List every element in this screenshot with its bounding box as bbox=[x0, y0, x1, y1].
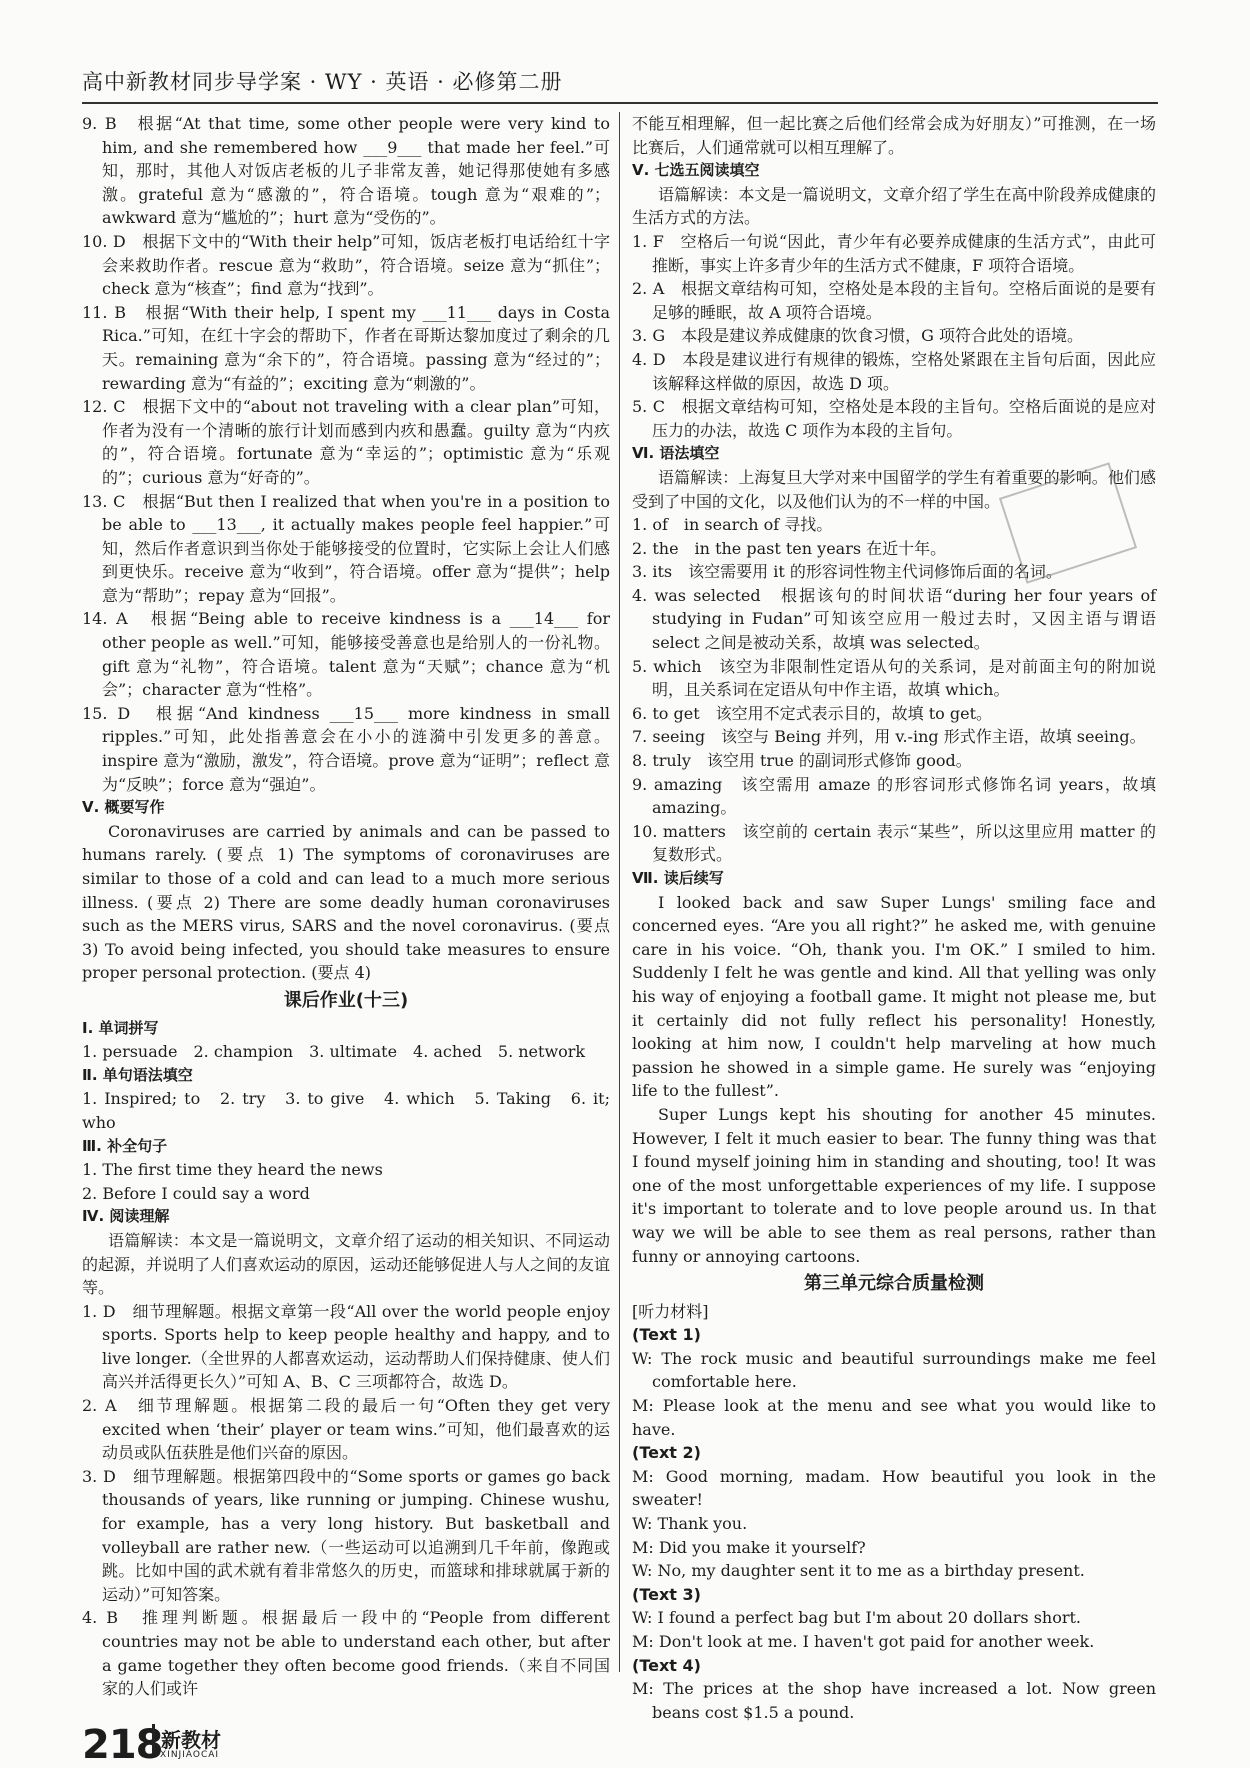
right-paragraph: 不能互相理解，但一起比赛之后他们经常会成为好朋友）”可推测，在一场比赛后，人们通常就可以相互理解了。 bbox=[632, 114, 1156, 157]
right-paragraph: M: Good morning, madam. How beautiful you look in the sweater! bbox=[632, 1466, 1156, 1510]
right-paragraph: 4. D 本段是建议进行有规律的锻炼，空格处紧跟在主旨句后面，因此应该解释这样做的原因，故选 D 项。 bbox=[632, 349, 1156, 393]
right-paragraph: Ⅴ. 七选五阅读填空 bbox=[632, 161, 760, 180]
right-paragraph: W: The rock music and beautiful surroundings make me feel comfortable here. bbox=[632, 1348, 1156, 1392]
left-paragraph: 1. persuade 2. champion 3. ultimate 4. ached 5. network bbox=[82, 1042, 586, 1062]
right-paragraph: 5. which 该空为非限制性定语从句的关系词，是对前面主句的附加说明，且关系词在定语从句中作主语，故填 which。 bbox=[632, 656, 1156, 700]
right-paragraph: [听力材料] bbox=[632, 1301, 709, 1321]
column-divider bbox=[619, 112, 620, 1672]
right-paragraph: 语篇解读：上海复旦大学对来中国留学的学生有着重要的影响。他们感受到了中国的文化，以及他们认为的不一样的中国。 bbox=[632, 467, 1156, 511]
left-paragraph: 课后作业(十三) bbox=[283, 989, 409, 1011]
brand-label: 新教材 bbox=[152, 1724, 221, 1753]
right-paragraph: W: No, my daughter sent it to me as a birthday present. bbox=[632, 1561, 1085, 1581]
right-paragraph: 1. F 空格后一句说“因此，青少年有必要养成健康的生活方式”，由此可推断，事实上许多青少年的生活方式不健康，F 项符合语境。 bbox=[632, 231, 1156, 275]
left-paragraph: Ⅴ. 概要写作 bbox=[82, 798, 165, 817]
right-paragraph: 语篇解读：本文是一篇说明文，文章介绍了学生在高中阶段养成健康的生活方式的方法。 bbox=[632, 184, 1156, 228]
right-paragraph: (Text 3) bbox=[632, 1584, 701, 1604]
left-paragraph: 13. C 根据“But then I realized that when you're in a position to be able to ___13___, it actually makes people feel happier.”可知，然后作者意识到当你处于能够接受的位置时，它实际上会让人们感到更快乐。receive 意为“收到”，符合语境。offer 意为“提供”；help 意为“帮助”；repay 意为“回报”。 bbox=[82, 491, 610, 605]
right-paragraph: 3. G 本段是建议养成健康的饮食习惯，G 项符合此处的语境。 bbox=[632, 326, 1084, 346]
left-paragraph: 1. The first time they heard the news bbox=[82, 1160, 383, 1180]
left-paragraph: 4. B 推理判断题。根据最后一段中的“People from different countries may not be able to understand each other, but after a game together they often become good friends.（来自不同国家的人们或许 bbox=[82, 1608, 610, 1699]
left-paragraph: 1. Inspired; to 2. try 3. to give 4. which 5. Taking 6. it; who bbox=[82, 1089, 610, 1132]
running-header: 高中新教材同步导学案 · WY · 英语 · 必修第二册 bbox=[82, 70, 563, 94]
left-paragraph: 1. D 细节理解题。根据文章第一段“All over the world people enjoy sports. Sports help to keep people healthy and happy, and to live longer.（全世界的人都喜欢运动，运动帮助人们保持健康、使人们高兴并活得更长久）”可知 A、B、C 三项都符合，故选 D。 bbox=[82, 1301, 610, 1392]
right-paragraph: 5. C 根据文章结构可知，空格处是本段的主旨句。空格后面说的是应对压力的办法，故选 C 项作为本段的主旨句。 bbox=[632, 397, 1156, 440]
left-paragraph: 14. A 根据“Being able to receive kindness is a ___14___ for other people as well.”可知，能够接受善意也是给别人的一份礼物。gift 意为“礼物”，符合语境。talent 意为“天赋”；chance 意为“机会”；character 意为“性格”。 bbox=[82, 609, 610, 700]
left-paragraph: Coronaviruses are carried by animals and can be passed to humans rarely. (要点 1) The symptoms of coronaviruses are similar to those of a cold and can lead to a much more serious illness. (要点 2) There are some deadly human coronaviruses such as the MERS virus, SARS and the novel coronavirus. (要点 3) To avoid being infected, you should take measures to ensure proper personal protection. (要点 4) bbox=[82, 821, 610, 983]
left-paragraph: Ⅱ. 单句语法填空 bbox=[82, 1065, 193, 1084]
left-column bbox=[82, 112, 610, 1701]
right-paragraph: Super Lungs kept his shouting for another 45 minutes. However, I felt it much easier to bear. The funny thing was that I found myself joining him in standing and shouting, too! It was one of the most unforgettable experiences of my life. I suppose it's important to tolerate and to love people around us. In that way we will be able to see them as real persons, rather than funny or annoying cartoons. bbox=[632, 1104, 1156, 1266]
right-paragraph: 6. to get 该空用不定式表示目的，故填 to get。 bbox=[632, 703, 993, 723]
right-paragraph: 2. the in the past ten years 在近十年。 bbox=[632, 538, 947, 558]
right-paragraph: (Text 2) bbox=[632, 1443, 701, 1463]
right-paragraph: 2. A 根据文章结构可知，空格处是本段的主旨句。空格后面说的是要有足够的睡眠，故 A 项符合语境。 bbox=[632, 279, 1156, 322]
left-paragraph: Ⅲ. 补全句子 bbox=[82, 1136, 168, 1155]
right-paragraph: M: The prices at the shop have increased a lot. Now green beans cost $1.5 a pound. bbox=[632, 1679, 1156, 1722]
left-paragraph: 2. Before I could say a word bbox=[82, 1183, 310, 1203]
left-paragraph: Ⅳ. 阅读理解 bbox=[82, 1207, 170, 1226]
right-paragraph: M: Don't look at me. I haven't got paid for another week. bbox=[632, 1632, 1095, 1651]
right-paragraph: M: Did you make it yourself? bbox=[632, 1537, 866, 1557]
right-paragraph: 9. amazing 该空需用 amaze 的形容词形式修饰名词 years，故填 amazing。 bbox=[632, 774, 1156, 818]
right-paragraph: 7. seeing 该空与 Being 并列，用 v.-ing 形式作主语，故填 seeing。 bbox=[632, 727, 1146, 747]
right-paragraph: 8. truly 该空用 true 的副词形式修饰 good。 bbox=[632, 751, 972, 771]
left-paragraph: 10. D 根据下文中的“With their help”可知，饭店老板打电话给红十字会来救助作者。rescue 意为“救助”，符合语境。seize 意为“抓住”；check 意为“核查”；find 意为“找到”。 bbox=[82, 231, 610, 299]
right-paragraph: 第三单元综合质量检测 bbox=[804, 1273, 984, 1295]
right-paragraph: 10. matters 该空前的 certain 表示“某些”，所以这里应用 matter 的复数形式。 bbox=[632, 821, 1156, 865]
right-paragraph: (Text 4) bbox=[632, 1655, 701, 1675]
right-paragraph: 1. of in search of 寻找。 bbox=[632, 515, 833, 535]
left-paragraph: 12. C 根据下文中的“about not traveling with a clear plan”可知，作者为没有一个清晰的旅行计划而感到内疚和愚蠢。guilty 意为“内疚的”，符合语境。fortunate 意为“幸运的”；optimistic 意为“乐观的”；curious 意为“好奇的”。 bbox=[82, 397, 610, 487]
page-number: 218 bbox=[82, 1722, 163, 1768]
right-paragraph: M: Please look at the menu and see what you would like to have. bbox=[632, 1396, 1156, 1439]
right-paragraph: 3. its 该空需要用 it 的形容词性物主代词修饰后面的名词。 bbox=[632, 562, 1062, 582]
right-paragraph: I looked back and saw Super Lungs' smiling face and concerned eyes. “Are you all right?” he asked me, with genuine care in his voice. “Oh, thank you. I'm OK.” I smiled to him. Suddenly I felt he was gentle and kind. All that yelling was only his way of enjoying a football game. It might not please me, but it certainly did not fully reflect his personality! Honestly, looking at him now, I couldn't help marveling at how much passion he showed in a simple game. He surely was “enjoying life to the fullest”. bbox=[632, 892, 1156, 1101]
left-paragraph: 2. A 细节理解题。根据第二段的最后一句“Often they get very excited when ‘their’ player or team wins.”可知，他们最喜欢的运动员或队伍获胜是他们兴奋的原因。 bbox=[82, 1396, 610, 1463]
right-column bbox=[632, 112, 1156, 1724]
right-paragraph: W: I found a perfect bag but I'm about 20 dollars short. bbox=[632, 1608, 1082, 1628]
left-paragraph: 9. B 根据“At that time, some other people were very kind to him, and she remembered how ___9___ that made her feel.”可知，那时，其他人对饭店老板的儿子非常友善，她记得那使她有多感激。grateful 意为“感激的”，符合语境。tough 意为“艰难的”；awkward 意为“尴尬的”；hurt 意为“受伤的”。 bbox=[82, 114, 610, 228]
left-paragraph: 语篇解读：本文是一篇说明文，文章介绍了运动的相关知识、不同运动的起源，并说明了人们喜欢运动的原因，运动还能够促进人与人之间的友谊等。 bbox=[82, 1230, 611, 1298]
right-paragraph: W: Thank you. bbox=[632, 1514, 748, 1534]
left-paragraph: 3. D 细节理解题。根据第四段中的“Some sports or games go back thousands of years, like running or jumping. Chinese wushu, for example, has a very long history. But basketball and volleyball are rather new.（一些运动可以追溯到几千年前，像跑或跳。比如中国的武术就有着非常悠久的历史，而篮球和排球就属于新的运动）”可知答案。 bbox=[82, 1466, 610, 1604]
left-paragraph: 11. B 根据“With their help, I spent my ___11___ days in Costa Rica.”可知，在红十字会的帮助下，作者在哥斯达黎加度过了剩余的几天。remaining 意为“余下的”，符合语境。passing 意为“经过的”；rewarding 意为“有益的”；exciting 意为“刺激的”。 bbox=[82, 302, 610, 393]
right-paragraph: Ⅶ. 读后续写 bbox=[632, 869, 724, 887]
brand-sublabel: XINJIAOCAI bbox=[160, 1750, 220, 1760]
left-paragraph: 15. D 根据“And kindness ___15___ more kindness in small ripples.”可知，此处指善意会在小小的涟漪中引发更多的善意。inspire 意为“激励，激发”，符合语境。prove 意为“证明”；reflect 意为“反映”；force 意为“强迫”。 bbox=[82, 703, 610, 794]
right-paragraph: Ⅵ. 语法填空 bbox=[632, 444, 720, 463]
right-paragraph: 4. was selected 根据该句的时间状语“during her four years of studying in Fudan”可知该空应用一般过去时，又因主语与谓语 select 之间是被动关系，故填 was selected。 bbox=[632, 585, 1156, 653]
header-rule bbox=[82, 102, 1158, 104]
right-paragraph: (Text 1) bbox=[632, 1325, 701, 1345]
left-paragraph: Ⅰ. 单词拼写 bbox=[82, 1018, 159, 1037]
